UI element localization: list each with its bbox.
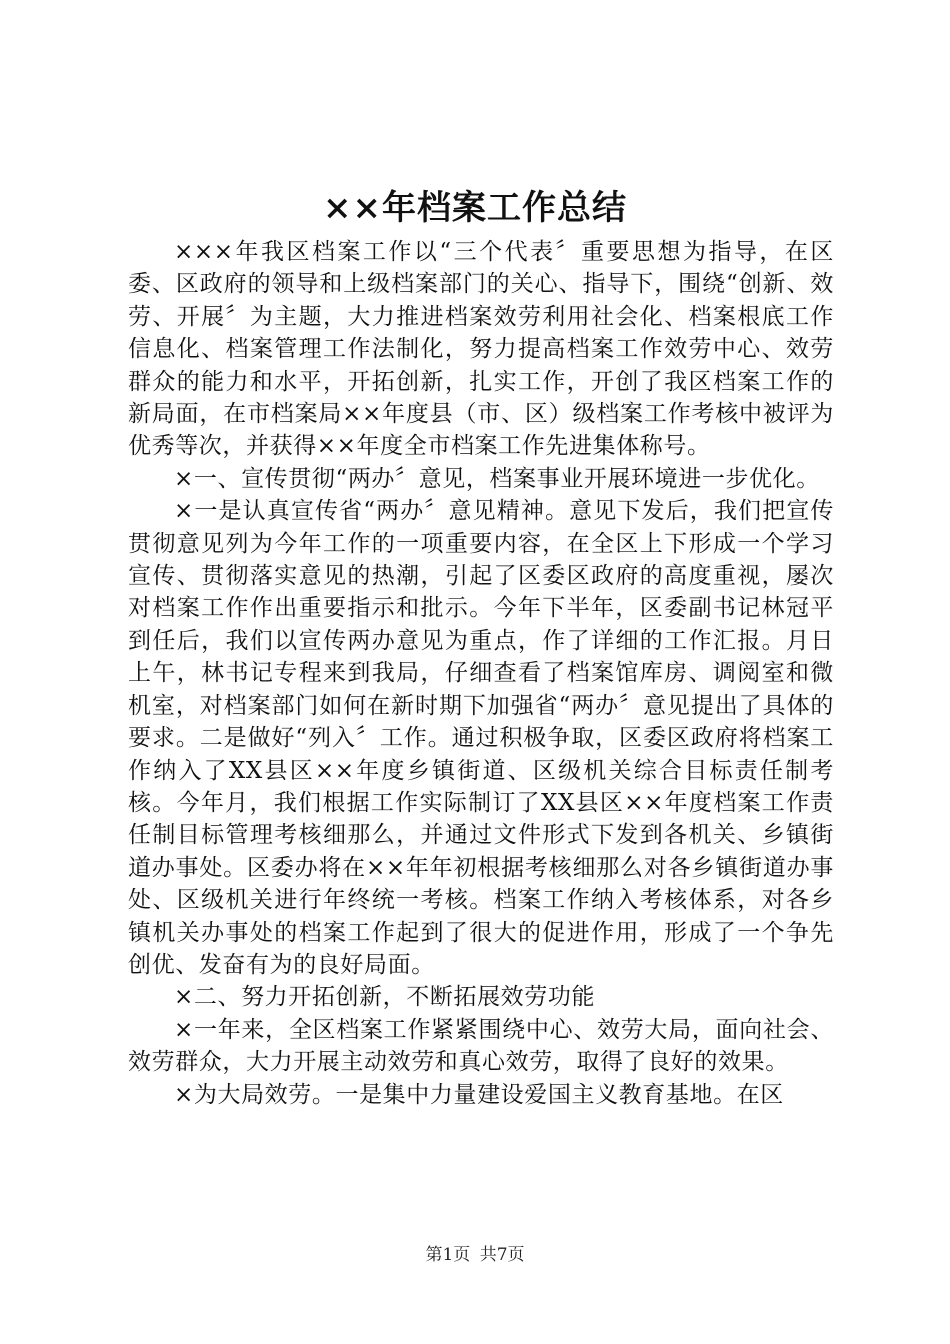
paragraph-section-2-heading: ×二、努力开拓创新，不断拓展效劳功能 — [174, 984, 596, 1011]
document-body — [128, 236, 834, 1111]
paragraph-section-1-body: ×一是认真宣传省“两办〞意见精神。意见下发后，我们把宣传贯彻意见列为今年工作的一项重要内容，在全区上下形成一个学习宣传、贯彻落实意见的热潮，引起了区委区政府的高度重视，屡次对档案工作作出重要指示和批示。今年下半年，区委副书记林冠平到任后，我们以宣传两办意见为重点，作了详细的工作汇报。月日上午，林书记专程来到我局，仔细查看了档案馆库房、调阅室和微机室，对档案部门如何在新时期下加强省“两办〞意见提出了具体的要求。二是做好“列入〞工作。通过积极争取，区委区政府将档案工作纳入了XX县区××年度乡镇街道、区级机关综合目标责任制考核。今年月，我们根据工作实际制订了XX县区××年度档案工作责任制目标管理考核细那么，并通过文件形式下发到各机关、乡镇街道办事处。区委办将在××年年初根据考核细那么对各乡镇街道办事处、区级机关进行年终统一考核。档案工作纳入考核体系，对各乡镇机关办事处的档案工作起到了很大的促进作用，形成了一个争先创优、发奋有为的良好局面。 — [128, 498, 834, 978]
paragraph-section-1-heading: ×一、宣传贯彻“两办〞意见，档案事业开展环境进一步优化。 — [174, 465, 820, 492]
page-number: 第1页 — [425, 1245, 471, 1265]
paragraph-section-2-body: ×为大局效劳。一是集中力量建设爱国主义教育基地。在区 — [174, 1081, 784, 1108]
paragraph-intro: ×××年我区档案工作以“三个代表〞重要思想为指导，在区委、区政府的领导和上级档案部门的关心、指导下，围绕“创新、效劳、开展〞为主题，大力推进档案效劳利用社会化、档案根底工作信息化、档案管理工作法制化，努力提高档案工作效劳中心、效劳群众的能力和水平，开拓创新，扎实工作，开创了我区档案工作的新局面，在市档案局××年度县（市、区）级档案工作考核中被评为优秀等次，并获得××年度全市档案工作先进集体称号。 — [128, 239, 834, 460]
page-total: 共7页 — [479, 1245, 525, 1265]
paragraph-section-2-intro: ×一年来，全区档案工作紧紧围绕中心、效劳大局，面向社会、效劳群众，大力开展主动效劳和真心效劳，取得了良好的效果。 — [128, 1016, 834, 1076]
page-footer — [0, 1244, 950, 1266]
document-title: ××年档案工作总结 — [323, 188, 627, 228]
